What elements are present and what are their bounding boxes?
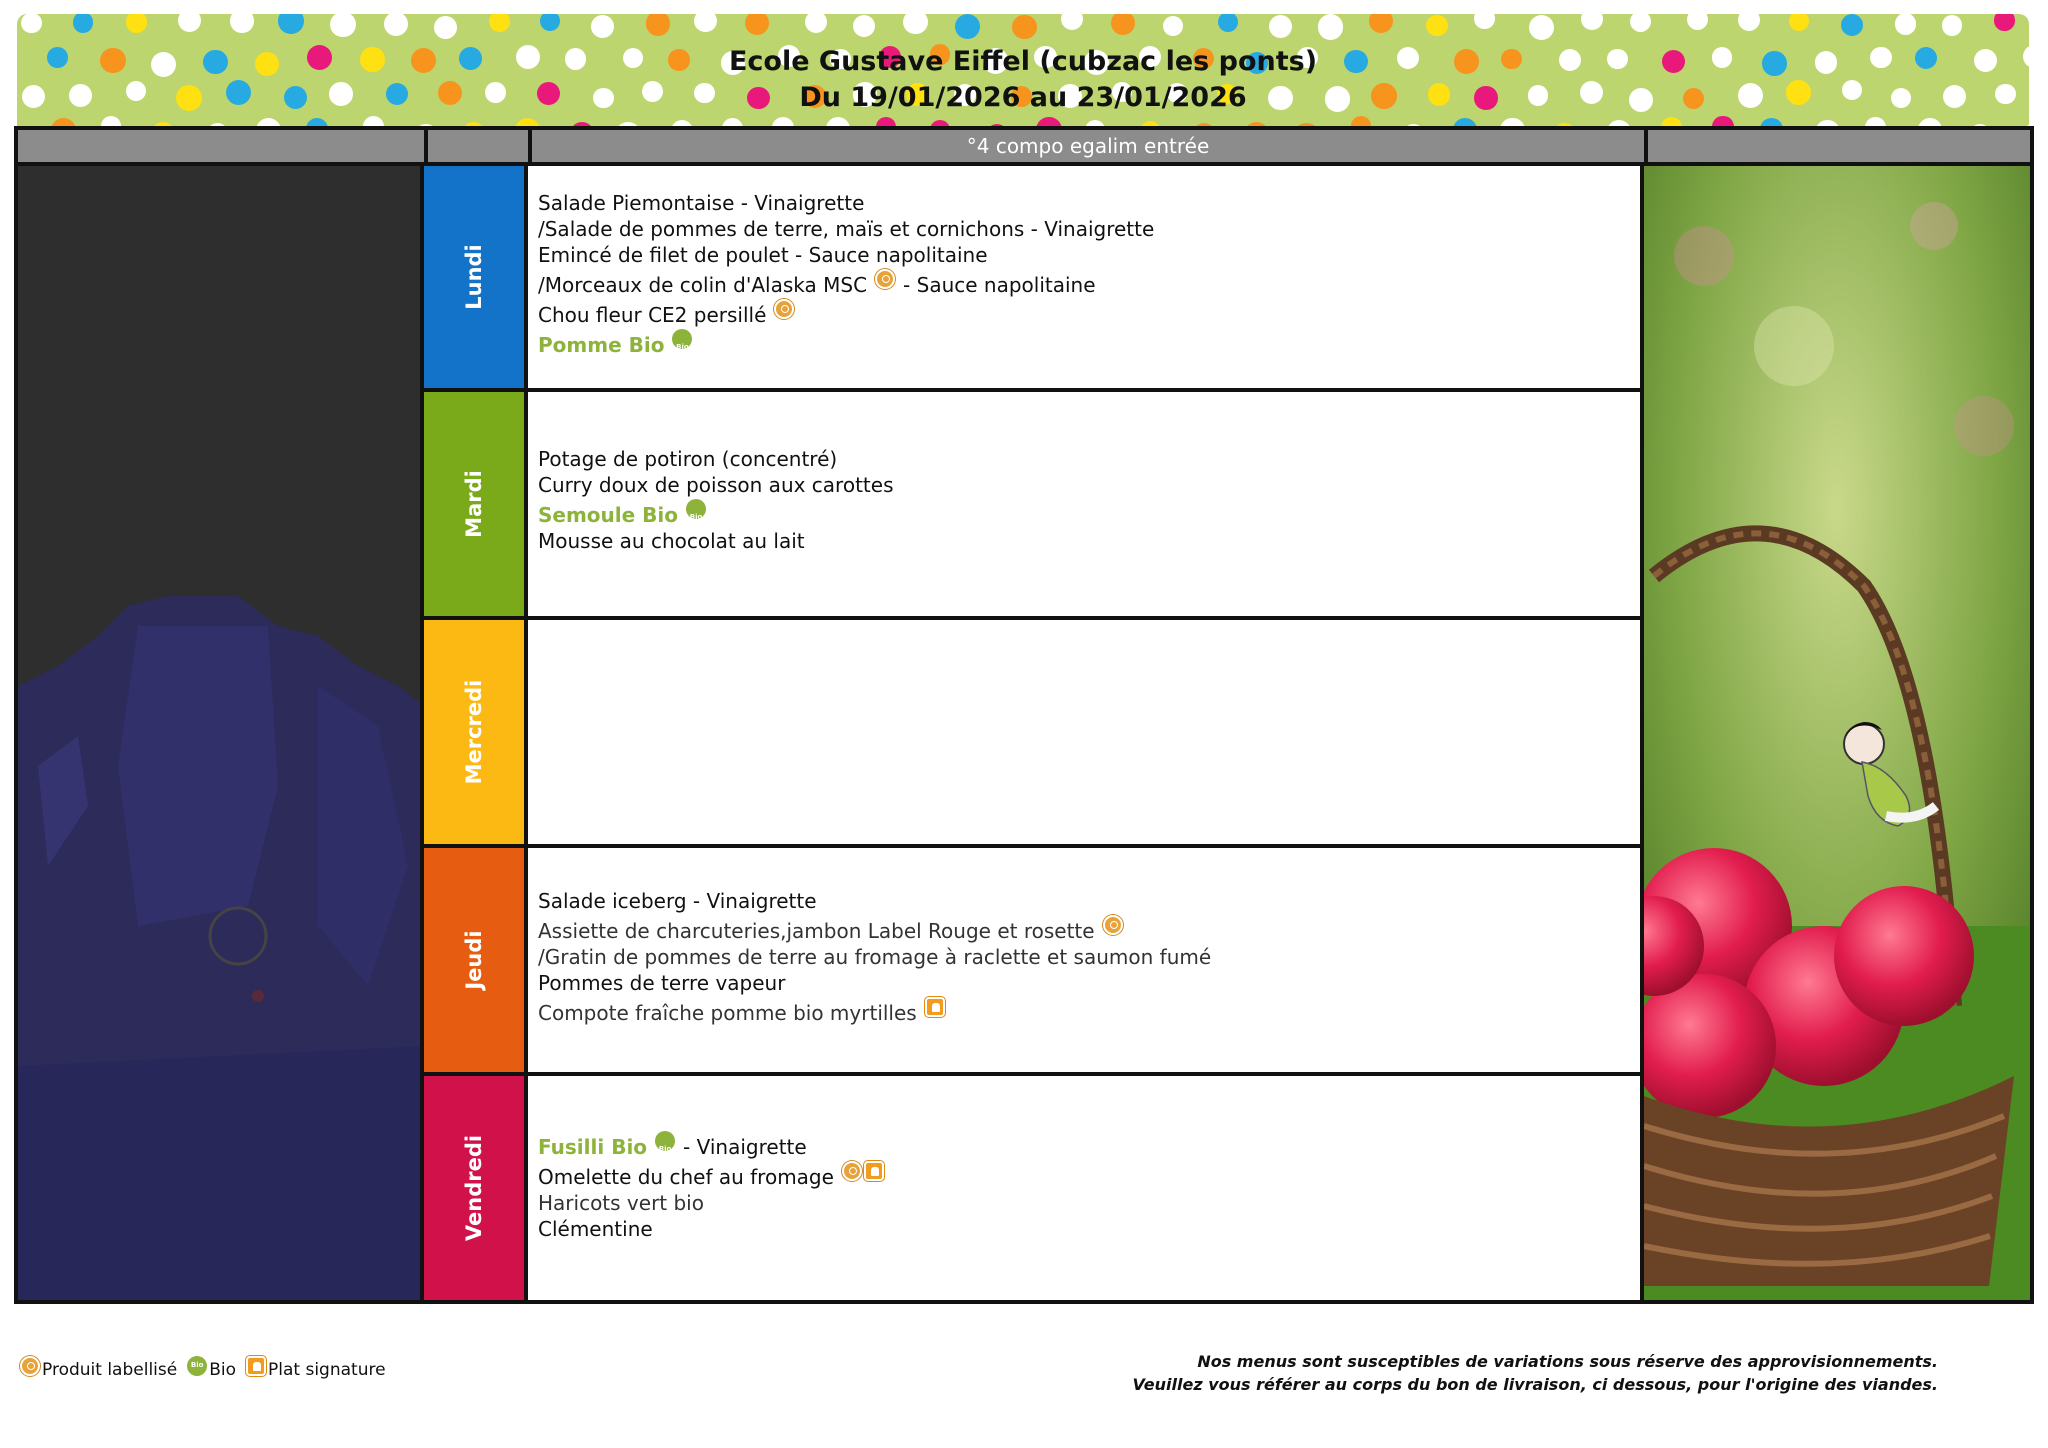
menu-table — [14, 126, 2034, 1304]
menu-item-text: /Morceaux de colin d'Alaska MSC — [538, 273, 868, 297]
polka-dot — [1061, 14, 1083, 30]
menu-item-text: Haricots vert bio — [538, 1191, 704, 1215]
polka-dot — [955, 14, 980, 39]
menu-item-text: Salade iceberg - Vinaigrette — [538, 889, 817, 913]
menu-item — [538, 302, 1640, 328]
polka-dot — [1111, 14, 1135, 35]
legend — [20, 1360, 396, 1380]
menu-item — [538, 272, 1640, 298]
table-header-cell-1 — [18, 130, 428, 166]
title-block — [17, 44, 2029, 116]
menu-cell-jeudi — [528, 848, 1640, 1076]
menu-item-text: Pomme Bio — [538, 333, 665, 357]
menu-item-text: Salade Piemontaise - Vinaigrette — [538, 191, 865, 215]
menu-cell-mardi — [528, 392, 1640, 620]
disclaimer — [1133, 1350, 1938, 1396]
polka-dot — [646, 14, 671, 36]
menu-item-text: /Gratin de pommes de terre au fromage à raclette et saumon fumé — [538, 945, 1212, 969]
menu-item — [538, 242, 1640, 268]
polka-dot — [591, 15, 614, 38]
menu-item-text: Potage de potiron (concentré) — [538, 447, 838, 471]
decorative-dark-image — [18, 166, 424, 1300]
menu-item-suffix: - Vinaigrette — [683, 1135, 807, 1159]
disclaimer-line-1: Nos menus sont susceptibles de variations sous réserve des approvisionnements. — [1197, 1352, 1938, 1371]
polka-dot — [330, 14, 356, 37]
menu-item — [538, 888, 1640, 914]
header-banner — [17, 14, 2029, 128]
polka-dot — [21, 14, 42, 33]
day-label: Vendredi — [462, 1134, 486, 1242]
table-header-cell-2 — [428, 130, 532, 166]
polka-dot — [434, 16, 457, 39]
polka-dot — [694, 14, 717, 32]
bio-icon — [672, 329, 692, 349]
menu-item-text: Fusilli Bio — [538, 1135, 648, 1159]
menu-content-column — [528, 166, 1644, 1300]
polka-dot — [805, 14, 828, 33]
menu-item-text: Emincé de filet de poulet - Sauce napolitaine — [538, 243, 988, 267]
menu-item — [538, 216, 1640, 242]
day-column — [424, 166, 528, 1300]
menu-item-text: Mousse au chocolat au lait — [538, 529, 805, 553]
polka-dot — [903, 14, 927, 34]
polka-dot — [1218, 14, 1239, 32]
day-label: Mardi — [462, 470, 486, 538]
polka-dot — [73, 14, 93, 33]
menu-cell-lundi — [528, 166, 1640, 392]
menu-item-text: Curry doux de poisson aux carottes — [538, 473, 894, 497]
menu-item-text: Clémentine — [538, 1217, 653, 1241]
polka-dot — [1738, 14, 1760, 31]
day-jeudi — [424, 848, 524, 1076]
polka-dot — [1163, 16, 1183, 36]
labelled-product-icon — [1103, 915, 1123, 935]
labelled-product-icon — [774, 299, 794, 319]
menu-item — [538, 1164, 1640, 1190]
day-mercredi — [424, 620, 524, 848]
polka-dot — [1529, 15, 1554, 40]
menu-item-suffix: - Sauce napolitaine — [903, 273, 1096, 297]
polka-dot — [1581, 14, 1603, 30]
menu-item — [538, 446, 1640, 472]
signature-dish-icon — [864, 1161, 884, 1181]
menu-item — [538, 528, 1640, 554]
menu-item-text: Chou fleur CE2 persillé — [538, 303, 767, 327]
polka-dot — [1942, 15, 1962, 35]
polka-dot — [1318, 14, 1343, 39]
day-lundi — [424, 166, 524, 392]
school-title: Ecole Gustave Eiffel (cubzac les ponts) — [728, 46, 1318, 77]
menu-cell-vendredi — [528, 1076, 1640, 1300]
day-label: Mercredi — [462, 679, 486, 785]
signature-dish-icon — [925, 997, 945, 1017]
polka-dot — [1789, 14, 1809, 31]
legend-signature-text: Plat signature — [268, 1360, 386, 1380]
menu-cell-mercredi — [528, 620, 1640, 848]
menu-item — [538, 190, 1640, 216]
polka-dot — [1630, 14, 1651, 32]
polka-dot — [126, 14, 148, 33]
table-header-category: °4 compo egalim entrée — [532, 130, 1648, 166]
polka-dot — [489, 14, 510, 32]
polka-dot — [1841, 14, 1863, 36]
polka-dot — [540, 14, 560, 31]
polka-dot — [1895, 14, 1917, 35]
menu-item — [538, 502, 1640, 528]
signature-dish-icon — [246, 1356, 266, 1376]
polka-dot — [1369, 14, 1393, 33]
polka-dot — [384, 14, 408, 36]
menu-item — [538, 472, 1640, 498]
polka-dot — [853, 15, 876, 38]
day-vendredi — [424, 1076, 524, 1300]
menu-item-text: /Salade de pommes de terre, maïs et cornichons - Vinaigrette — [538, 217, 1155, 241]
menu-item — [538, 944, 1640, 970]
bio-icon — [187, 1356, 207, 1376]
polka-dot — [1012, 15, 1036, 39]
labelled-product-icon — [875, 269, 895, 289]
polka-dot — [230, 14, 253, 33]
menu-item — [538, 1134, 1640, 1160]
day-mardi — [424, 392, 524, 620]
disclaimer-line-2: Veuillez vous référer au corps du bon de livraison, ci dessous, pour l'origine des viandes. — [1132, 1375, 1938, 1394]
day-label: Lundi — [462, 244, 486, 310]
legend-label-text: Produit labellisé — [42, 1360, 178, 1380]
polka-dot — [1426, 15, 1447, 36]
polka-dot — [1269, 15, 1293, 39]
labelled-product-icon — [20, 1356, 40, 1376]
apple-basket-image — [1644, 166, 2030, 1300]
menu-item-text: Pommes de terre vapeur — [538, 971, 786, 995]
bio-icon — [686, 499, 706, 519]
polka-dot — [1994, 14, 2014, 31]
menu-item — [538, 1190, 1640, 1216]
date-range: Du 19/01/2026 au 23/01/2026 — [799, 82, 1247, 113]
menu-item — [538, 332, 1640, 358]
polka-dot — [278, 14, 304, 34]
menu-item — [538, 970, 1640, 996]
legend-bio-text: Bio — [209, 1360, 236, 1380]
day-label: Jeudi — [462, 930, 486, 990]
menu-item-text: Omelette du chef au fromage — [538, 1165, 834, 1189]
menu-item-text: Compote fraîche pomme bio myrtilles — [538, 1001, 917, 1025]
menu-item-text: Assiette de charcuteries,jambon Label Rouge et rosette — [538, 919, 1095, 943]
menu-item — [538, 1000, 1640, 1026]
bio-icon — [655, 1131, 675, 1151]
menu-item-text: Semoule Bio — [538, 503, 679, 527]
polka-dot — [1687, 14, 1708, 30]
table-header-cell-4 — [1648, 130, 2030, 166]
menu-item — [538, 1216, 1640, 1242]
polka-dot — [1474, 14, 1494, 29]
labelled-product-icon — [842, 1161, 862, 1181]
polka-dot — [745, 14, 769, 35]
polka-dot — [178, 14, 201, 32]
menu-item — [538, 918, 1640, 944]
